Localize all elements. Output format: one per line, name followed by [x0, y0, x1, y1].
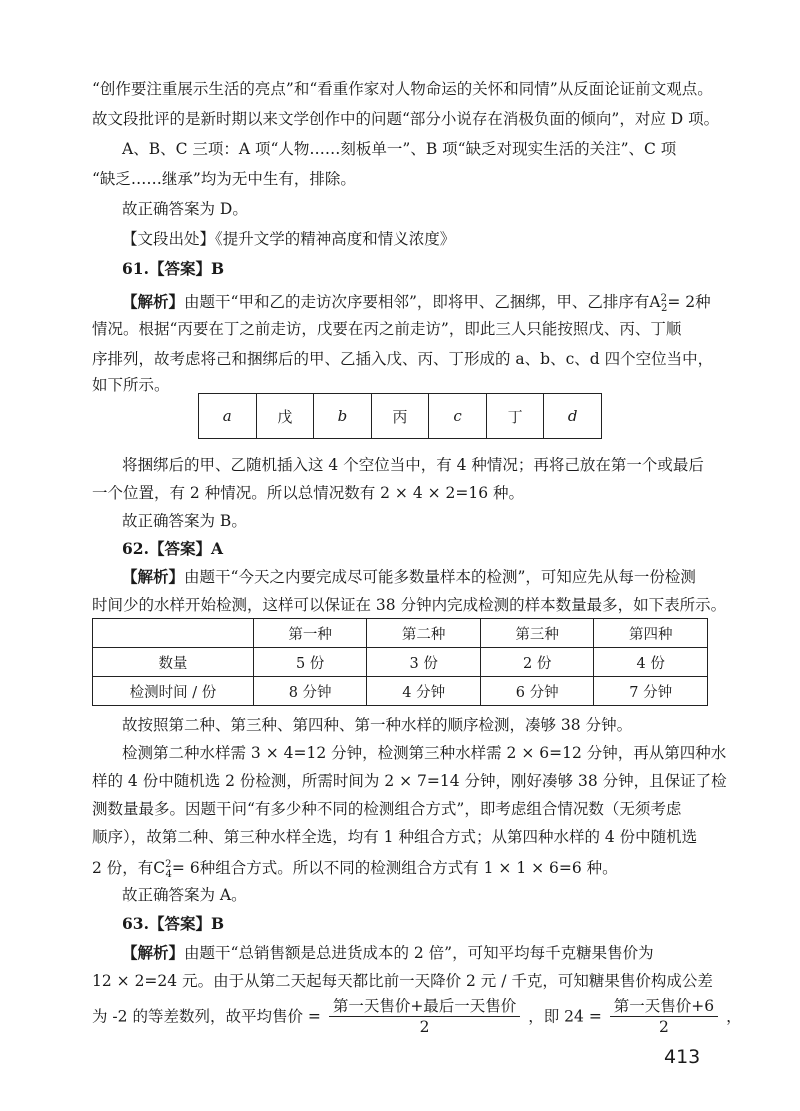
paragraph-line: 一个位置，有 2 种情况。所以总情况数有 2 × 4 × 2=16 种。 [92, 484, 525, 502]
analysis-text: 由题干“甲和乙的走访次序要相邻”，即将甲、乙捆绑，甲、乙排序有 [184, 293, 650, 312]
paragraph-line: A、B、C 三项：A 项“人物……刻板单一”、B 项“缺乏对现实生活的关注”、C 项 [122, 140, 677, 158]
fraction-first-day: $\frac{\text{第一天售价+6}}{2}$ [610, 996, 718, 1037]
table-cell: 4 份 [594, 648, 708, 677]
table-cell: 4 分钟 [367, 677, 481, 706]
paragraph-line: 故文段批评的是新时期以来文学创作中的问题“部分小说存在消极负面的倾向”，对应 D 项。 [92, 110, 720, 128]
table-row [93, 648, 708, 677]
math-tail: = 2种 [667, 293, 711, 312]
slot-cell: a [199, 394, 257, 439]
table-header: 第四种 [594, 619, 708, 648]
page-number: 413 [664, 1046, 701, 1068]
table-cell: 检测时间 / 份 [93, 677, 254, 706]
paragraph-line: “缺乏……继承”均为无中生有，排除。 [92, 170, 356, 188]
table-header: 第三种 [480, 619, 594, 648]
slot-cell: c [429, 394, 487, 439]
table-header: 第一种 [253, 619, 367, 648]
table-row [93, 677, 708, 706]
answer-heading-62: 62.【答案】A [122, 539, 223, 558]
analysis-label: 【解析】 [122, 292, 185, 312]
paragraph-line: 顺序），故第二种、第三种水样全选，均有 1 种组合方式；从第四种水样的 4 份中随机选 [92, 828, 698, 846]
paragraph-line: 12 × 2=24 元。由于从第二天起每天都比前一天降价 2 元 / 千克，可知糖果售价构成公差 [92, 972, 713, 990]
paragraph-line: 时间少的水样开始检测，这样可以保证在 38 分钟内完成检测的样本数量最多，如下表所示。 [92, 596, 727, 614]
table-cell: 5 份 [253, 648, 367, 677]
paragraph-line: 将捆绑后的甲、乙随机插入这 4 个空位当中，有 4 种情况；再将己放在第一个或最后 [122, 456, 704, 474]
table-header [93, 619, 254, 648]
table-cell: 3 份 [367, 648, 481, 677]
table-cell: 8 分钟 [253, 677, 367, 706]
fraction-average-price: $\frac{\text{第一天售价+最后一天售价}}{2}$ [329, 996, 521, 1037]
source-citation: 【文段出处】《提升文学的精神高度和情义浓度》 [122, 230, 456, 248]
paragraph-line: 序排列，故考虑将己和捆绑后的甲、乙插入戊、丙、丁形成的 a、b、c、d 四个空位当中， [92, 350, 714, 368]
slot-cell: 丙 [371, 394, 429, 439]
analysis-text: 由题干“总销售额是总进货成本的 2 倍”，可知平均每千克糖果售价为 [184, 944, 654, 962]
slot-diagram [198, 393, 602, 439]
paragraph-line: 样的 4 份中随机选 2 份检测，所需时间为 2 × 7=14 分钟，刚好凑够 38 分钟，且保证了检 [92, 772, 727, 790]
analysis-text: 由题干“今天之内要完成尽可能多数量样本的检测”，可知应先从每一份检测 [184, 568, 696, 586]
text-span: ，即 24 = [528, 1007, 602, 1026]
table-cell: 6 分钟 [480, 677, 594, 706]
paragraph-line [122, 564, 742, 590]
paragraph-line: 故正确答案为 D。 [122, 200, 248, 218]
math-C: $C^2_4$ [153, 859, 172, 881]
paragraph-line: 故按照第二种、第三种、第四种、第一种水样的顺序检测，凑够 38 分钟。 [122, 716, 633, 734]
answer-heading-61: 61.【答案】B [122, 259, 225, 278]
paragraph-line: 检测第二种水样需 3 × 4=12 分钟，检测第三种水样需 2 × 6=12 分钟，再从第四种水 [122, 744, 727, 762]
paragraph-line [122, 940, 742, 966]
paragraph-line: 情况。根据“丙要在丁之前走访，戊要在丙之前走访”，即此三人只能按照戊、丙、丁顺 [92, 320, 682, 338]
answer-heading-63: 63.【答案】B [122, 914, 225, 933]
text-span: = 6种组合方式。所以不同的检测组合方式有 1 × 1 × 6=6 种。 [171, 859, 618, 878]
paragraph-line: 故正确答案为 A。 [122, 886, 247, 904]
text-span: ， [726, 1007, 742, 1026]
slot-cell: b [314, 394, 372, 439]
text-span: 为 -2 的等差数列，故平均售价 = [92, 1007, 321, 1026]
paragraph-line: 如下所示。 [92, 376, 170, 394]
slot-cell: 丁 [486, 394, 544, 439]
analysis-label: 【解析】 [122, 943, 185, 962]
paragraph-line: 故正确答案为 B。 [122, 512, 247, 530]
table-cell: 2 份 [480, 648, 594, 677]
sample-table [92, 618, 708, 706]
slot-cell: 戊 [256, 394, 314, 439]
paragraph-line: “创作要注重展示生活的亮点”和“看重作家对人物命运的关怀和同情”从反面论证前文观点。 [92, 80, 713, 98]
table-header-row [93, 619, 708, 648]
table-cell: 7 分钟 [594, 677, 708, 706]
paragraph-line: 测数量最多。因题干问“有多少种不同的检测组合方式”，即考虑组合情况数（无须考虑 [92, 800, 682, 818]
text-span: 2 份，有 [92, 859, 154, 878]
table-cell: 数量 [93, 648, 254, 677]
slot-cell: d [544, 394, 602, 439]
table-header: 第二种 [367, 619, 481, 648]
analysis-label: 【解析】 [122, 567, 185, 586]
paragraph-line [92, 996, 742, 1037]
math-A: $A^2_2$ [649, 293, 668, 315]
